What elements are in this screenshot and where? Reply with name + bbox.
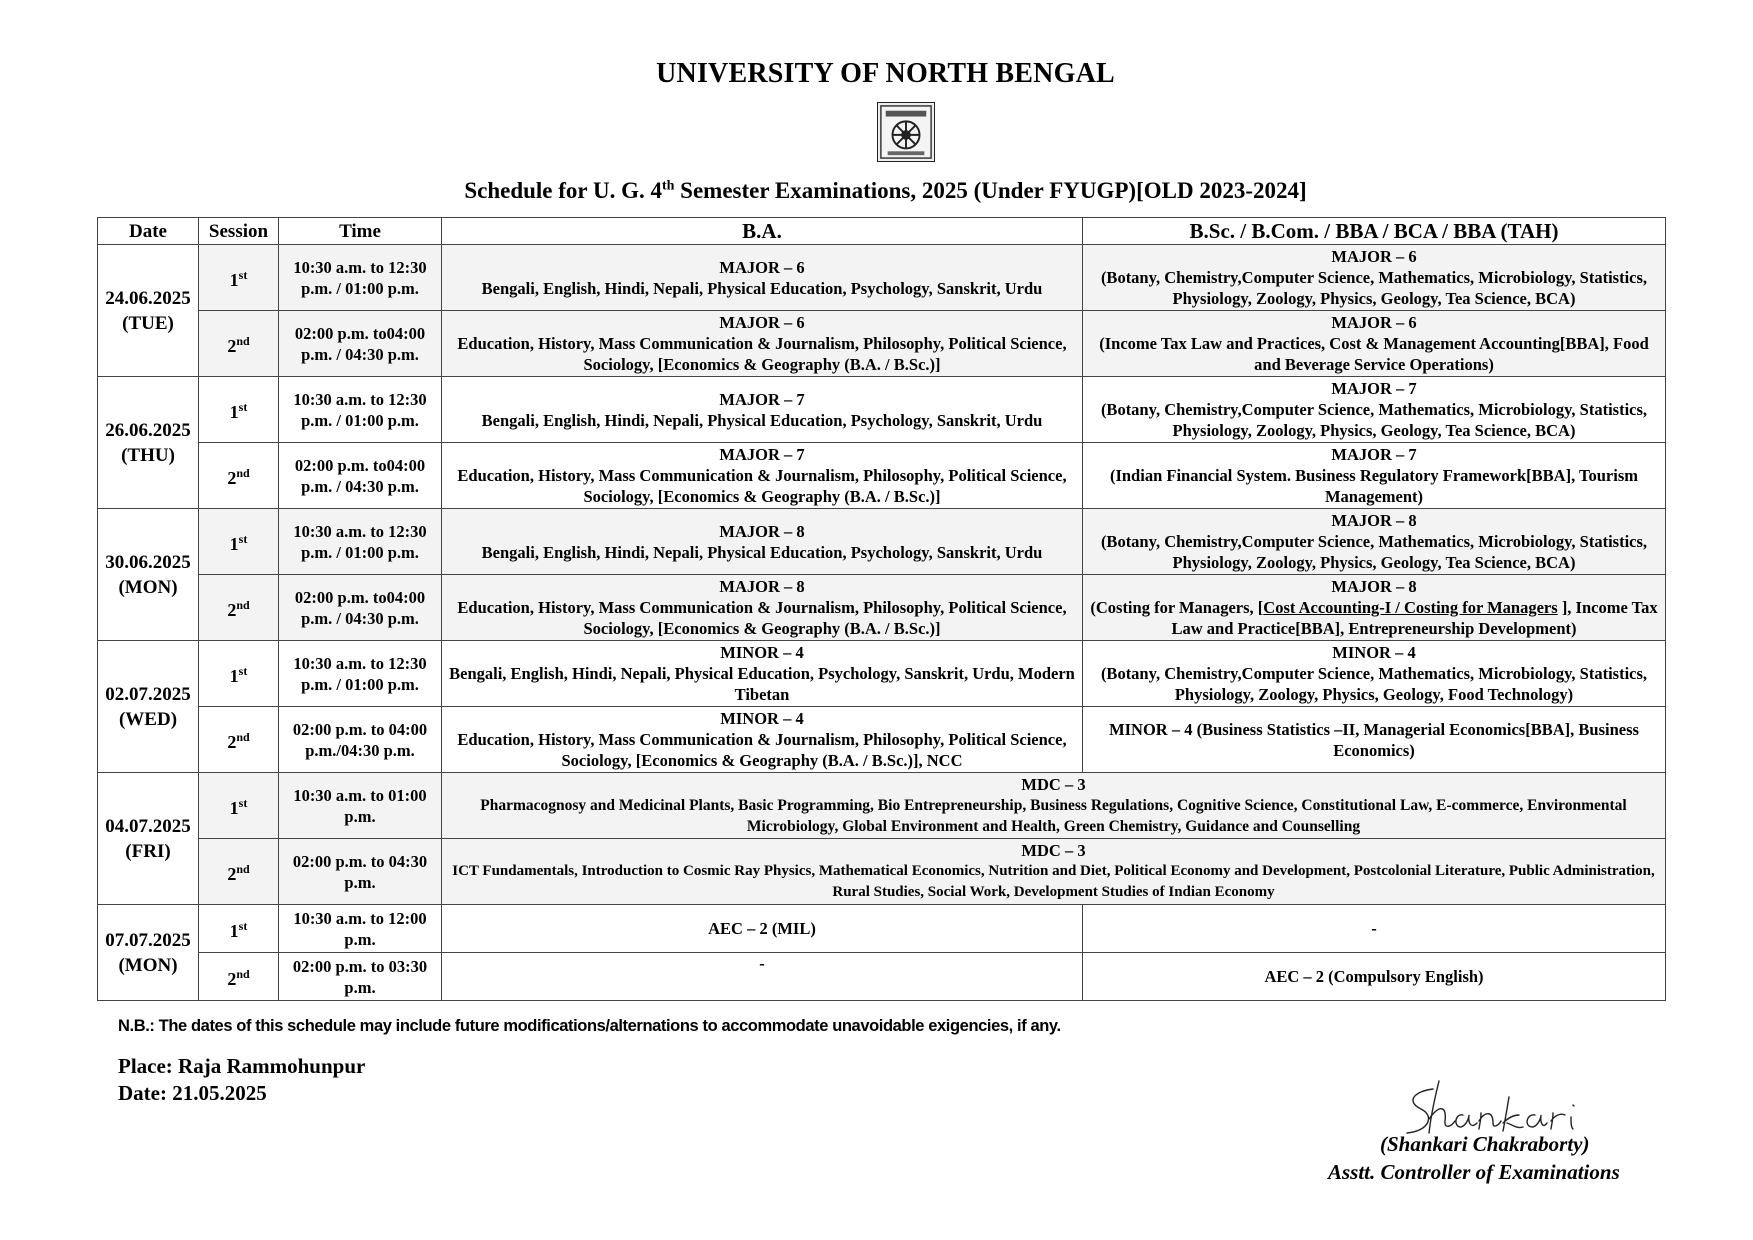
university-title: UNIVERSITY OF NORTH BENGAL <box>656 58 1115 89</box>
bsc-cell: AEC – 2 (Compulsory English) <box>1083 953 1666 1001</box>
date-cell: 07.07.2025 (MON) <box>98 905 199 1001</box>
signer-name: (Shankari Chakraborty) <box>1380 1132 1590 1156</box>
bsc-cell: MAJOR – 6 (Botany, Chemistry,Computer Science, Mathematics, Microbiology, Statistics, Physiology, Zoology, Physics, Geology, Tea Science, BCA) <box>1083 245 1666 311</box>
time-cell: 10:30 a.m. to 12:00 p.m. <box>279 905 442 953</box>
ba-cell: MAJOR – 7 Bengali, English, Hindi, Nepali, Physical Education, Psychology, Sanskrit, Urdu <box>442 377 1083 443</box>
date-cell: 02.07.2025 (WED) <box>98 641 199 773</box>
ba-cell: MINOR – 4 Bengali, English, Hindi, Nepali, Physical Education, Psychology, Sanskrit, Urdu, Modern Tibetan <box>442 641 1083 707</box>
date-cell: 04.07.2025 (FRI) <box>98 773 199 905</box>
bsc-cell: - <box>1083 905 1666 953</box>
time-cell: 02:00 p.m. to04:00 p.m. / 04:30 p.m. <box>279 443 442 509</box>
time-cell: 10:30 a.m. to 12:30 p.m. / 01:00 p.m. <box>279 509 442 575</box>
ba-cell: MINOR – 4 Education, History, Mass Communication & Journalism, Philosophy, Political Science, Sociology, [Economics & Geography (B.A. / B.Sc.)], NCC <box>442 707 1083 773</box>
time-cell: 10:30 a.m. to 12:30 p.m. / 01:00 p.m. <box>279 641 442 707</box>
time-cell: 02:00 p.m. to 04:30 p.m. <box>279 839 442 905</box>
time-cell: 02:00 p.m. to04:00 p.m. / 04:30 p.m. <box>279 311 442 377</box>
date-cell: 24.06.2025 (TUE) <box>98 245 199 377</box>
table-row <box>98 245 1666 311</box>
table-row <box>98 377 1666 443</box>
header-bsc: B.Sc. / B.Com. / BBA / BCA / BBA (TAH) <box>1083 218 1666 245</box>
session-cell: 1st <box>199 773 279 839</box>
session-cell: 1st <box>199 245 279 311</box>
table-row <box>98 839 1666 905</box>
header-ba: B.A. <box>442 218 1083 245</box>
bsc-cell: MAJOR – 8 (Botany, Chemistry,Computer Science, Mathematics, Microbiology, Statistics, Physiology, Zoology, Physics, Geology, Tea Science, BCA) <box>1083 509 1666 575</box>
session-cell: 2nd <box>199 311 279 377</box>
time-cell: 02:00 p.m. to 04:00 p.m./04:30 p.m. <box>279 707 442 773</box>
session-cell: 2nd <box>199 839 279 905</box>
header-time: Time <box>279 218 442 245</box>
time-cell: 10:30 a.m. to 12:30 p.m. / 01:00 p.m. <box>279 377 442 443</box>
table-row <box>98 641 1666 707</box>
footnote: N.B.: The dates of this schedule may include future modifications/alternations to accommodate unavoidable exigencies, if any. <box>118 1017 1061 1035</box>
table-row <box>98 707 1666 773</box>
schedule-title: Schedule for U. G. 4th Semester Examinations, 2025 (Under FYUGP)[OLD 2023-2024] <box>464 178 1307 203</box>
table-row <box>98 953 1666 1001</box>
table-row <box>98 905 1666 953</box>
table-row <box>98 509 1666 575</box>
time-cell: 10:30 a.m. to 01:00 p.m. <box>279 773 442 839</box>
table-row <box>98 311 1666 377</box>
session-cell: 1st <box>199 377 279 443</box>
mdc-cell: MDC – 3 ICT Fundamentals, Introduction to Cosmic Ray Physics, Mathematical Economics, Nutrition and Diet, Political Economy and Development, Postcolonial Literature, Public Administration, Rural Studies, Social Work, Development Studies of Indian Economy <box>442 839 1666 905</box>
header-session: Session <box>199 218 279 245</box>
ba-cell: - <box>442 953 1083 1001</box>
bsc-cell: MAJOR – 6 (Income Tax Law and Practices, Cost & Management Accounting[BBA], Food and Beverage Service Operations) <box>1083 311 1666 377</box>
bsc-cell: MINOR – 4 (Botany, Chemistry,Computer Science, Mathematics, Microbiology, Statistics, Physiology, Zoology, Physics, Geology, Food Technology) <box>1083 641 1666 707</box>
bsc-cell: MAJOR – 7 (Indian Financial System. Business Regulatory Framework[BBA], Tourism Management) <box>1083 443 1666 509</box>
ba-cell: MAJOR – 6 Education, History, Mass Communication & Journalism, Philosophy, Political Science, Sociology, [Economics & Geography (B.A. / B.Sc.)] <box>442 311 1083 377</box>
session-cell: 1st <box>199 905 279 953</box>
place-line: Place: Raja Rammohunpur <box>118 1054 366 1078</box>
ba-cell: MAJOR – 8 Education, History, Mass Communication & Journalism, Philosophy, Political Science, Sociology, [Economics & Geography (B.A. / B.Sc.)] <box>442 575 1083 641</box>
mdc-cell: MDC – 3 Pharmacognosy and Medicinal Plants, Basic Programming, Bio Entrepreneurship, Business Regulations, Cognitive Science, Constitutional Law, E-commerce, Environmental Microbiology, Global Environment and Health, Green Chemistry, Guidance and Counselling <box>442 773 1666 839</box>
date-cell: 30.06.2025 (MON) <box>98 509 199 641</box>
session-cell: 1st <box>199 641 279 707</box>
time-cell: 02:00 p.m. to 03:30 p.m. <box>279 953 442 1001</box>
ba-cell: MAJOR – 6 Bengali, English, Hindi, Nepali, Physical Education, Psychology, Sanskrit, Urdu <box>442 245 1083 311</box>
table-header-row <box>98 218 1666 245</box>
ba-cell: MAJOR – 7 Education, History, Mass Communication & Journalism, Philosophy, Political Science, Sociology, [Economics & Geography (B.A. / B.Sc.)] <box>442 443 1083 509</box>
time-cell: 10:30 a.m. to 12:30 p.m. / 01:00 p.m. <box>279 245 442 311</box>
table-row <box>98 443 1666 509</box>
session-cell: 2nd <box>199 575 279 641</box>
session-cell: 2nd <box>199 707 279 773</box>
session-cell: 1st <box>199 509 279 575</box>
bsc-cell: MAJOR – 8 (Costing for Managers, [Cost Accounting-I / Costing for Managers ], Income Tax Law and Practice[BBA], Entrepreneurship Development) <box>1083 575 1666 641</box>
table-row <box>98 773 1666 839</box>
university-seal-icon <box>877 102 935 162</box>
header-date: Date <box>98 218 199 245</box>
signer-title: Asstt. Controller of Examinations <box>1328 1160 1620 1184</box>
time-cell: 02:00 p.m. to04:00 p.m. / 04:30 p.m. <box>279 575 442 641</box>
date-cell: 26.06.2025 (THU) <box>98 377 199 509</box>
bsc-cell: MAJOR – 7 (Botany, Chemistry,Computer Science, Mathematics, Microbiology, Statistics, Physiology, Zoology, Physics, Geology, Tea Science, BCA) <box>1083 377 1666 443</box>
table-row <box>98 575 1666 641</box>
schedule-table <box>97 217 1666 1001</box>
issue-date: Date: 21.05.2025 <box>118 1081 267 1105</box>
session-cell: 2nd <box>199 953 279 1001</box>
session-cell: 2nd <box>199 443 279 509</box>
ba-cell: MAJOR – 8 Bengali, English, Hindi, Nepali, Physical Education, Psychology, Sanskrit, Urdu <box>442 509 1083 575</box>
ba-cell: AEC – 2 (MIL) <box>442 905 1083 953</box>
bsc-cell: MINOR – 4 (Business Statistics –II, Managerial Economics[BBA], Business Economics) <box>1083 707 1666 773</box>
